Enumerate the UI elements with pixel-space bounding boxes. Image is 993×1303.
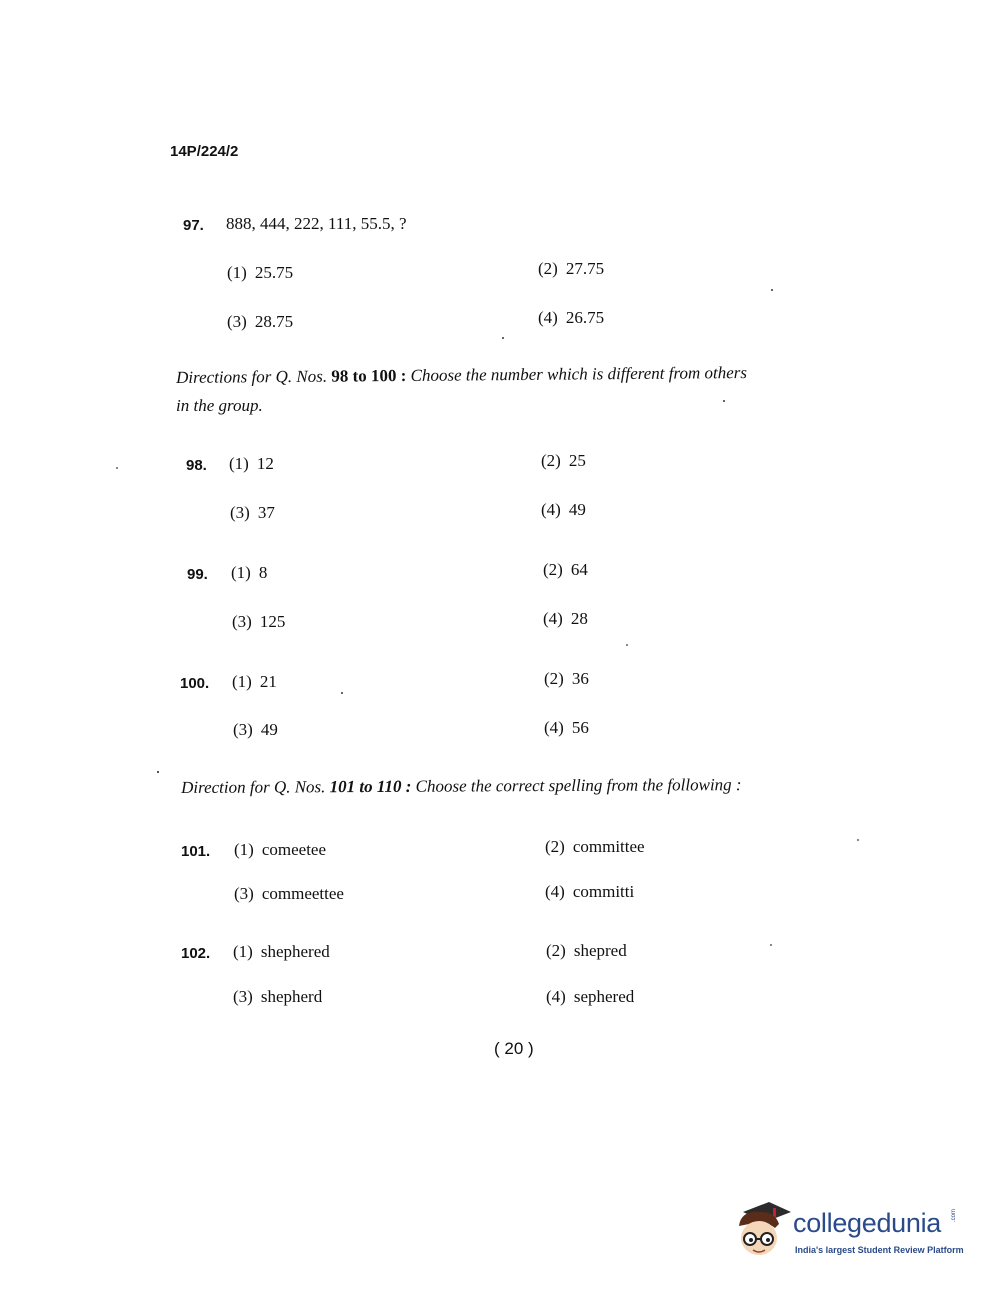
option-3: (3) 125	[232, 612, 286, 631]
scan-speck	[502, 337, 504, 339]
option-4: (4) sephered	[546, 987, 635, 1006]
option-1: (1) shephered	[233, 942, 330, 961]
directions-101-110: Direction for Q. Nos. 101 to 110 : Choose the correct spelling from the following :	[181, 775, 742, 797]
option-4: (4) 26.75	[538, 308, 605, 327]
option-3: (3) 37	[230, 503, 275, 522]
brand-com: .com	[951, 1208, 957, 1222]
option-3: (3) 28.75	[227, 312, 294, 331]
option-2: (2) committee	[545, 837, 645, 856]
mascot-icon	[735, 1198, 793, 1260]
scan-speck	[771, 289, 773, 291]
collegedunia-watermark	[735, 1198, 965, 1264]
directions-98-100: Directions for Q. Nos. 98 to 100 : Choose the number which is different from others	[176, 363, 748, 387]
scan-speck	[770, 944, 772, 946]
option-1: (1) comeetee	[234, 840, 327, 859]
option-1: (1) 12	[229, 454, 274, 473]
option-3: (3) commeettee	[234, 884, 344, 903]
option-2: (2) 36	[544, 669, 589, 688]
option-2: (2) 25	[541, 451, 586, 470]
question-number: 100.	[180, 675, 210, 692]
page-number: ( 20 )	[494, 1039, 534, 1058]
option-2: (2) 64	[543, 560, 588, 579]
option-1: (1) 8	[231, 563, 268, 582]
question-number: 101.	[181, 843, 211, 860]
option-2: (2) shepred	[546, 941, 627, 960]
option-3: (3) 49	[233, 720, 278, 739]
scan-speck	[157, 771, 159, 773]
option-1: (1) 21	[232, 672, 277, 691]
option-2: (2) 27.75	[538, 259, 605, 278]
brand-name: collegedunia	[793, 1208, 942, 1238]
directions-98-100-line2: in the group.	[176, 396, 263, 415]
paper-code: 14P/224/2	[170, 143, 239, 160]
question-number: 99.	[187, 566, 208, 583]
option-4: (4) 56	[544, 718, 589, 737]
question-number: 98.	[186, 457, 207, 474]
question-number: 97.	[183, 217, 204, 234]
scan-speck	[116, 467, 118, 469]
option-4: (4) committi	[545, 882, 635, 901]
scan-speck	[723, 400, 725, 402]
option-4: (4) 49	[541, 500, 586, 519]
question-number: 102.	[181, 945, 211, 962]
option-4: (4) 28	[543, 609, 588, 628]
brand-tagline: India's largest Student Review Platform	[795, 1245, 964, 1255]
option-1: (1) 25.75	[227, 263, 294, 282]
scan-speck	[857, 839, 859, 841]
question-text: 888, 444, 222, 111, 55.5, ?	[226, 214, 407, 233]
option-3: (3) shepherd	[233, 987, 323, 1006]
scan-speck	[626, 644, 628, 646]
scan-speck	[341, 692, 343, 694]
